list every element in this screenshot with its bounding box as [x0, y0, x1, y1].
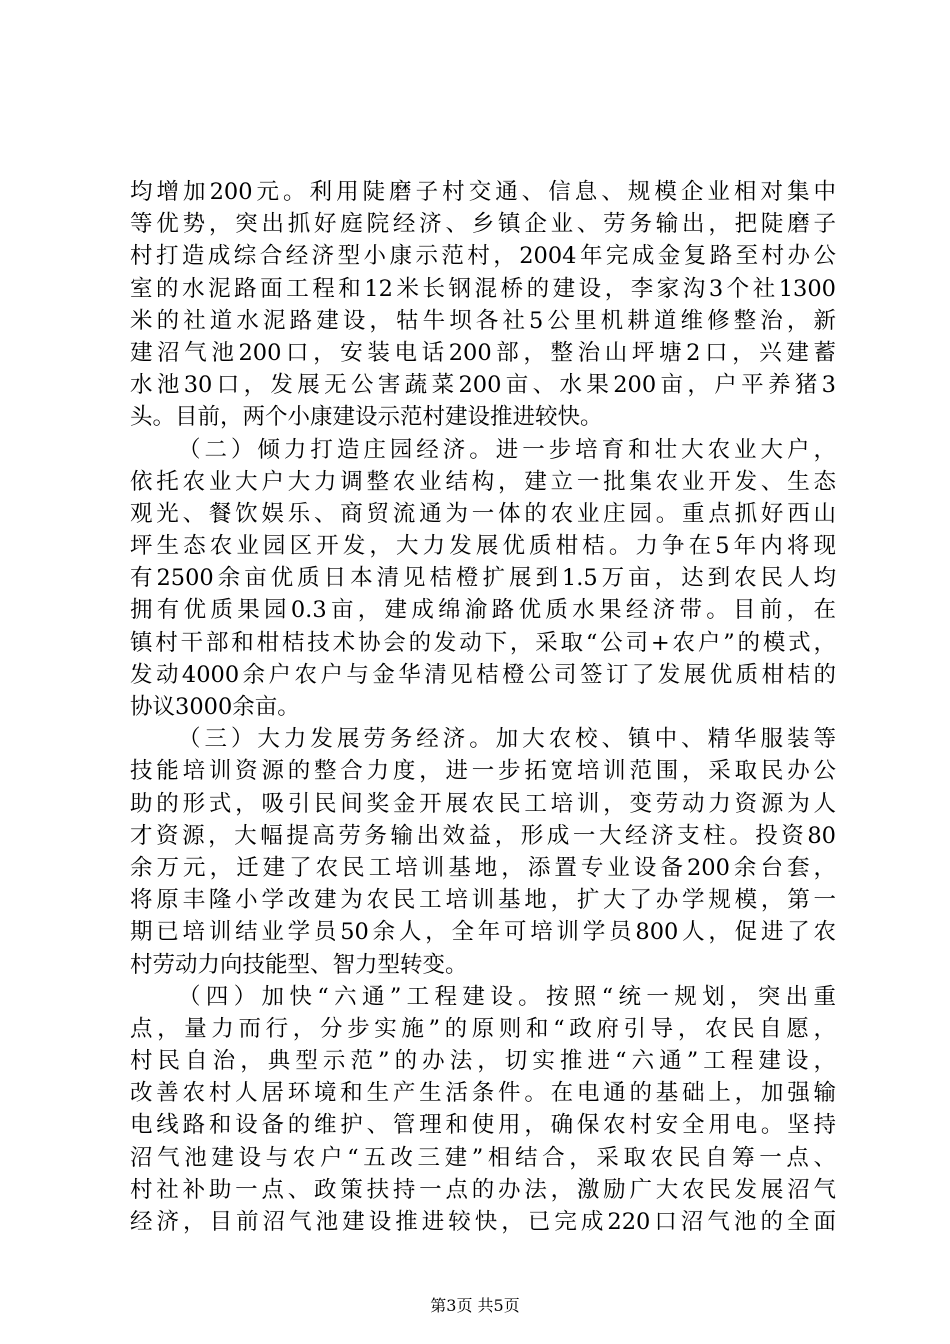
page-number-label: 第3页 共5页 — [430, 1296, 520, 1315]
text-line: 技能培训资源的整合力度，进一步拓宽培训范围，采取民办公 — [130, 758, 836, 785]
section-heading-line: （三）大力发展劳务经济。加大农校、镇中、精华服装等 — [178, 726, 836, 753]
text-line: 依托农业大户大力调整农业结构，建立一批集农业开发、生态 — [130, 468, 836, 495]
text-line: 沼气池建设与农户“五改三建”相结合，采取农民自筹一点、 — [130, 1144, 836, 1171]
text-line: 水池30口，发展无公害蔬菜200亩、水果200亩，户平养猪3 — [130, 372, 836, 399]
text-line: 余万元，迁建了农民工培训基地，添置专业设备200余台套， — [130, 854, 836, 881]
text-line: 建沼气池200口，安装电话200部，整治山坪塘2口，兴建蓄 — [130, 339, 836, 366]
text-line: 才资源，大幅提高劳务输出效益，形成一大经济支柱。投资80 — [130, 822, 836, 849]
text-line: 村民自治，典型示范”的办法，切实推进“六通”工程建设， — [130, 1048, 836, 1075]
text-line: 镇村干部和柑桔技术协会的发动下，采取“公司+农户”的模式， — [130, 629, 836, 656]
document-body — [130, 176, 836, 1238]
text-line: 拥有优质果园0.3亩，建成绵渝路优质水果经济带。目前，在 — [130, 597, 836, 624]
text-line: 发动4000余户农户与金华清见桔橙公司签订了发展优质柑桔的 — [130, 661, 836, 688]
text-line: 助的形式，吸引民间奖金开展农民工培训，变劳动力资源为人 — [130, 790, 836, 817]
text-line: 等优势，突出抓好庭院经济、乡镇企业、劳务输出，把陡磨子 — [130, 211, 836, 238]
text-line: 米的社道水泥路建设，牯牛坝各社5公里机耕道维修整治，新 — [130, 307, 836, 334]
page-footer — [0, 1296, 950, 1316]
text-line: 室的水泥路面工程和12米长钢混桥的建设，李家沟3个社1300 — [130, 275, 836, 302]
text-line: 有2500余亩优质日本清见桔橙扩展到1.5万亩，达到农民人均 — [130, 565, 836, 592]
text-line: 头。目前，两个小康建设示范村建设推进较快。 — [130, 404, 603, 431]
section-heading-line: （二）倾力打造庄园经济。进一步培育和壮大农业大户， — [178, 436, 836, 463]
text-line: 经济，目前沼气池建设推进较快，已完成220口沼气池的全面 — [130, 1209, 836, 1235]
text-line: 村打造成综合经济型小康示范村，2004年完成金复路至村办公 — [130, 243, 836, 270]
text-line: 村劳动力向技能型、智力型转变。 — [130, 951, 468, 978]
text-line: 均增加200元。利用陡磨子村交通、信息、规模企业相对集中 — [130, 179, 836, 205]
text-line: 电线路和设备的维护、管理和使用，确保农村安全用电。坚持 — [130, 1112, 836, 1139]
text-line: 坪生态农业园区开发，大力发展优质柑桔。力争在5年内将现 — [130, 533, 836, 560]
text-line: 协议3000余亩。 — [130, 694, 300, 720]
text-line: 点，量力而行，分步实施”的原则和“政府引导，农民自愿， — [130, 1015, 836, 1042]
text-line: 观光、餐饮娱乐、商贸流通为一体的农业庄园。重点抓好西山 — [130, 500, 836, 527]
text-line: 将原丰隆小学改建为农民工培训基地，扩大了办学规模，第一 — [130, 887, 836, 914]
text-line: 期已培训结业学员50余人，全年可培训学员800人，促进了农 — [130, 919, 836, 946]
text-line: 改善农村人居环境和生产生活条件。在电通的基础上，加强输 — [130, 1080, 836, 1107]
section-heading-line: （四）加快“六通”工程建设。按照“统一规划，突出重 — [178, 983, 836, 1010]
text-line: 村社补助一点、政策扶持一点的办法，激励广大农民发展沼气 — [130, 1176, 836, 1203]
